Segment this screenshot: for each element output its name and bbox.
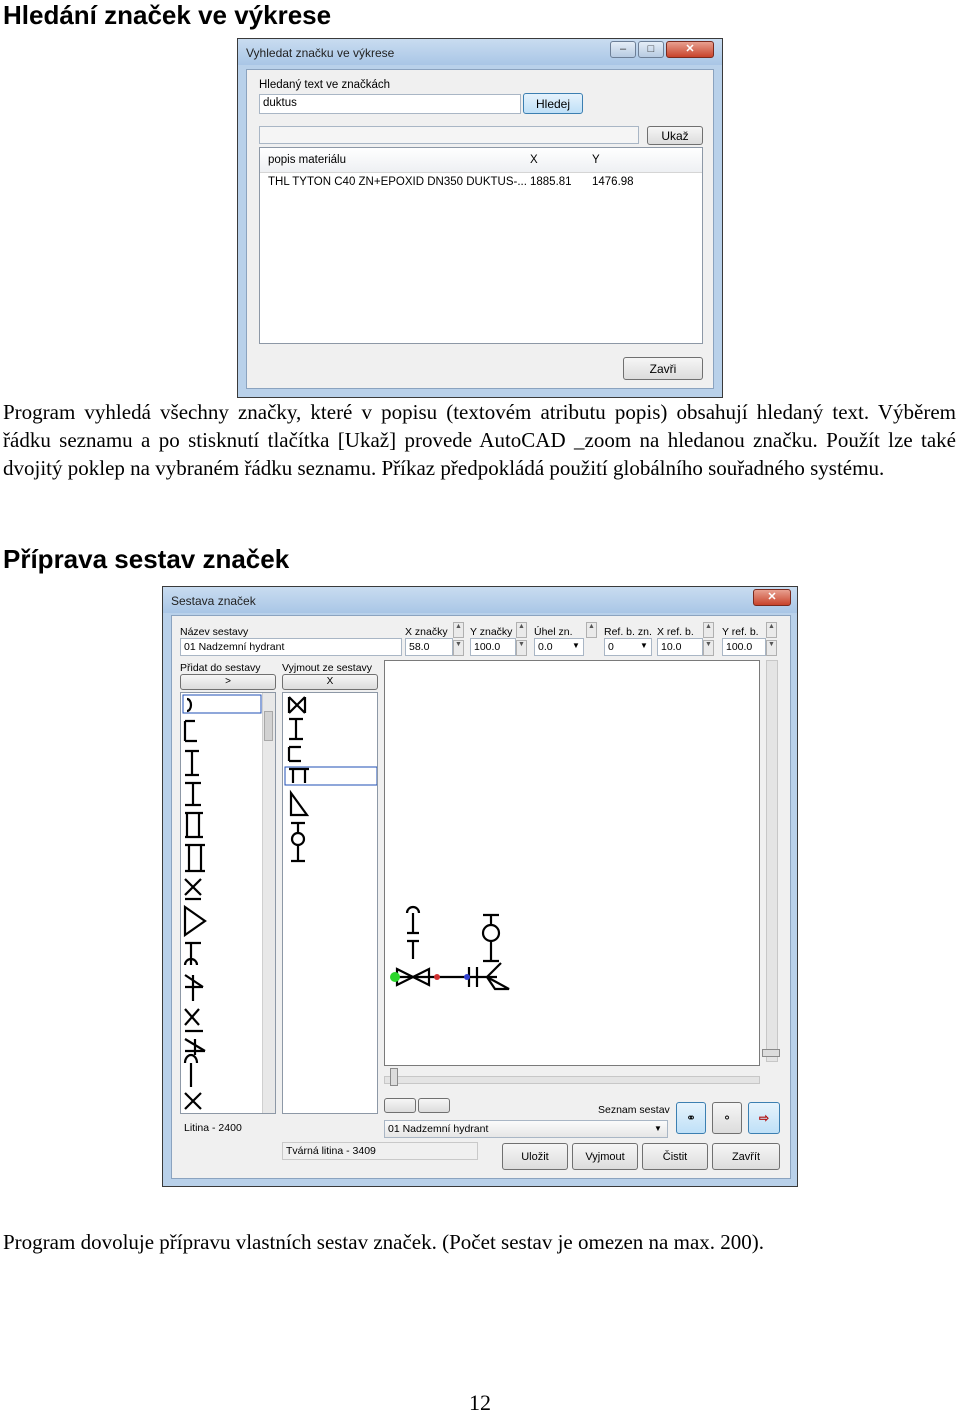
yscale-input[interactable]: 100.0: [470, 638, 516, 656]
remove-label: Vyjmout ze sestavy: [282, 662, 373, 674]
results-list[interactable]: [259, 147, 703, 344]
yscale-down-icon[interactable]: ▼: [516, 640, 527, 656]
xref-up-icon[interactable]: ▲: [703, 622, 714, 638]
status-field: [259, 126, 639, 144]
horizontal-slider-track[interactable]: [384, 1076, 760, 1084]
xscale-up-icon[interactable]: ▲: [453, 622, 464, 638]
yref-up-icon[interactable]: ▲: [766, 622, 777, 638]
zoom-slider-thumb[interactable]: [762, 1049, 780, 1057]
zoom-slider-track[interactable]: [766, 660, 778, 1062]
glasses-outline-icon[interactable]: ⚬: [712, 1102, 742, 1134]
xref-input[interactable]: 10.0: [657, 638, 703, 656]
column-header-y[interactable]: Y: [592, 154, 600, 166]
row-y: 1476.98: [592, 176, 634, 188]
search-dialog-title: Vyhledat značku ve výkrese: [246, 46, 395, 60]
refb-label: Ref. b. zn.: [604, 626, 652, 638]
search-label: Hledaný text ve značkách: [259, 79, 391, 91]
section2-heading: Příprava sestav značek: [3, 544, 290, 574]
remove-set-button[interactable]: Vyjmout: [572, 1143, 638, 1170]
results-header: [260, 148, 702, 173]
set-dialog: [162, 586, 798, 1187]
set-dialog-title: Sestava značek: [171, 594, 256, 608]
chevron-down-icon[interactable]: ▼: [654, 1124, 662, 1133]
set-dialog-client: [171, 615, 791, 1179]
middle-footer-label: Tvárná litina - 3409: [282, 1142, 478, 1160]
xscale-input[interactable]: 58.0: [405, 638, 453, 656]
clear-button[interactable]: Čistit: [642, 1143, 708, 1170]
symbol-library-list[interactable]: [180, 692, 276, 1114]
set-symbol-graphics: [283, 693, 378, 1114]
close-icon[interactable]: ✕: [666, 41, 714, 58]
section1-paragraph: Program vyhledá všechny značky, které v popisu (textovém atributu popis) obsahují hledaný text. Výběrem řádku seznamu a po stisknutí tlačítka [Ukaž] provede AutoCAD _zoom na hledanou značku. Použít lze také dvojitý poklep na vybraném řádku seznamu. Příkaz předpokládá použití globálního souřadného systému.: [3, 400, 956, 480]
library-scrollbar-thumb[interactable]: [264, 711, 273, 741]
sets-label: Seznam sestav: [598, 1104, 670, 1116]
xref-label: X ref. b.: [657, 626, 694, 638]
yscale-up-icon[interactable]: ▲: [516, 622, 527, 638]
angle-up-icon[interactable]: ▲: [586, 622, 597, 638]
horizontal-slider-thumb[interactable]: [390, 1068, 398, 1086]
close-icon[interactable]: ✕: [753, 589, 791, 606]
library-scrollbar[interactable]: [262, 693, 275, 1113]
sets-select[interactable]: 01 Nadzemní hydrant: [384, 1120, 668, 1138]
save-button[interactable]: Uložit: [502, 1143, 568, 1170]
yref-down-icon[interactable]: ▼: [766, 640, 777, 656]
name-label: Název sestavy: [180, 626, 249, 638]
column-header-x[interactable]: X: [530, 154, 538, 166]
chevron-down-icon[interactable]: ▼: [640, 641, 648, 650]
remove-button[interactable]: X: [282, 674, 378, 690]
row-popis: THL TYTON C40 ZN+EPOXID DN350 DUKTUS-...: [268, 176, 527, 188]
table-row[interactable]: [260, 174, 702, 192]
page-number: 12: [469, 1390, 491, 1415]
glasses-icon[interactable]: ⚭: [676, 1102, 706, 1134]
close-button[interactable]: Zavřít: [712, 1143, 780, 1170]
search-dialog: [237, 38, 723, 398]
section2-paragraph: Program dovoluje přípravu vlastních sestav značek. (Počet sestav je omezen na max. 200).: [3, 1230, 765, 1254]
name-input[interactable]: 01 Nadzemní hydrant: [180, 638, 402, 656]
search-dialog-titlebar: [238, 39, 722, 65]
exit-icon[interactable]: ⇨: [748, 1102, 780, 1134]
chevron-down-icon[interactable]: ▼: [572, 641, 580, 650]
angle-label: Úhel zn.: [534, 626, 573, 638]
preview-graphics: [385, 661, 760, 1066]
xscale-label: X značky: [405, 626, 448, 638]
maximize-icon[interactable]: □: [638, 41, 664, 58]
search-input[interactable]: duktus: [259, 94, 521, 114]
yscale-label: Y značky: [470, 626, 513, 638]
minimize-icon[interactable]: –: [610, 41, 636, 58]
section1-heading: Hledání značek ve výkrese: [3, 0, 332, 30]
search-dialog-client: [246, 69, 714, 389]
yref-label: Y ref. b.: [722, 626, 759, 638]
add-label: Přidat do sestavy: [180, 662, 261, 674]
angle-select[interactable]: 0.0: [534, 638, 584, 656]
add-button[interactable]: >: [180, 674, 276, 690]
left-footer-label: Litina - 2400: [184, 1122, 242, 1134]
column-header-popis[interactable]: popis materiálu: [268, 154, 346, 166]
search-button[interactable]: Hledej: [523, 93, 583, 114]
small-empty-button-2[interactable]: [418, 1098, 450, 1113]
set-symbol-list[interactable]: [282, 692, 378, 1114]
show-button[interactable]: Ukaž: [647, 126, 703, 145]
set-dialog-titlebar: [163, 587, 797, 613]
preview-canvas[interactable]: [384, 660, 760, 1066]
refb-select[interactable]: 0: [604, 638, 652, 656]
yref-input[interactable]: 100.0: [722, 638, 766, 656]
xscale-down-icon[interactable]: ▼: [453, 640, 464, 656]
small-empty-button-1[interactable]: [384, 1098, 416, 1113]
close-button[interactable]: Zavři: [623, 357, 703, 380]
row-x: 1885.81: [530, 176, 572, 188]
xref-down-icon[interactable]: ▼: [703, 640, 714, 656]
